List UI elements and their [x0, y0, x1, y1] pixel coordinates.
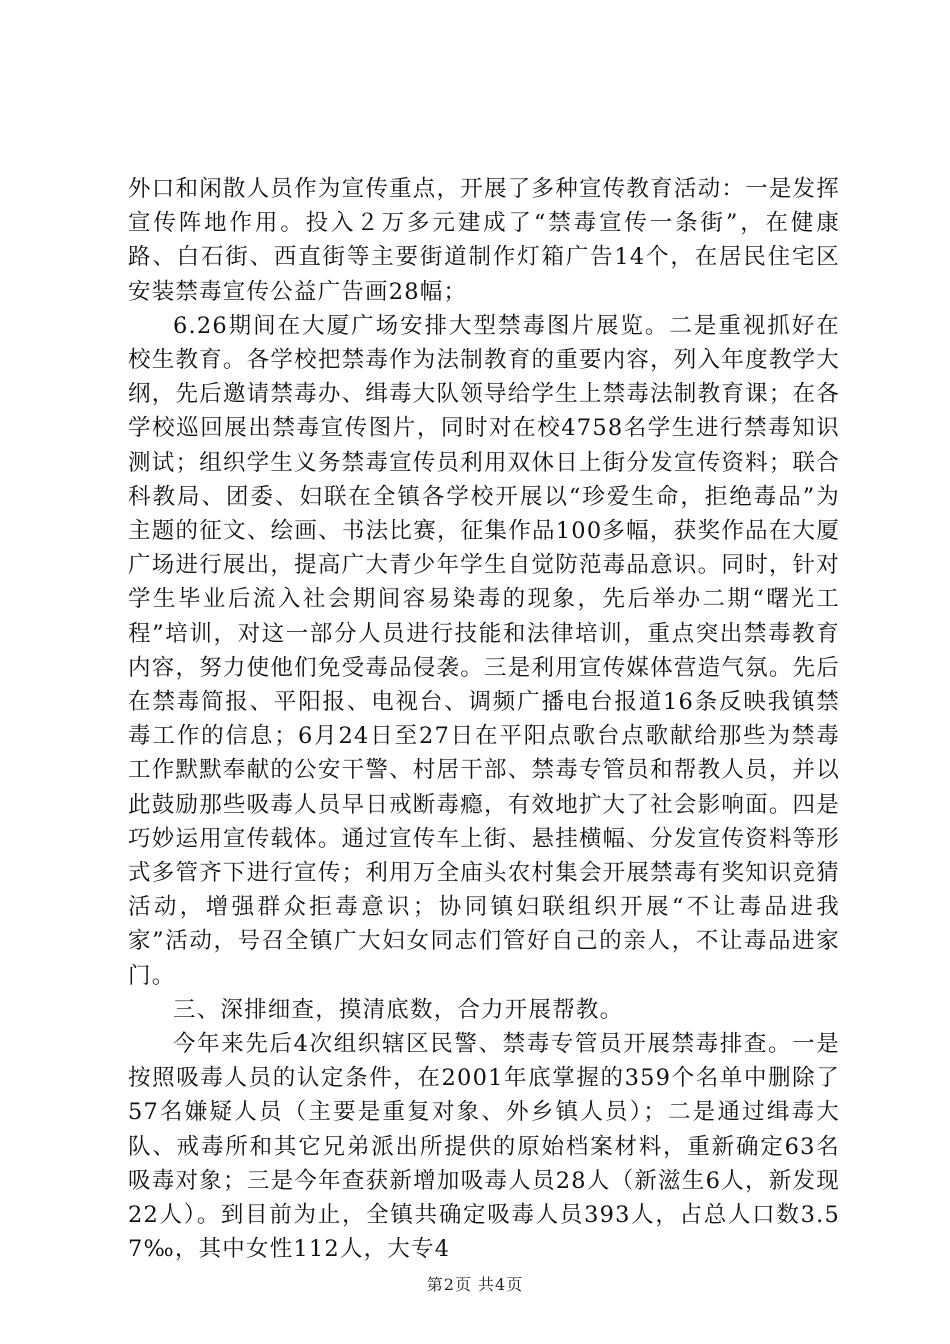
document-body: [128, 172, 840, 1267]
paragraph-4: 今年来先后4次组织辖区民警、禁毒专管员开展禁毒排查。一是按照吸毒人员的认定条件，在2001年底掌握的359个名单中删除了57名嫌疑人员（主要是重复对象、外乡镇人员）；二是通过缉毒大队、戒毒所和其它兄弟派出所提供的原始档案材料，重新确定63名吸毒对象；三是今年查获新增加吸毒人员28人（新滋生6人，新发现22人）。到目前为止，全镇共确定吸毒人员393人，占总人口数3.57‰，其中女性112人，大专4: [128, 1031, 840, 1263]
paragraph-2: 6.26期间在大厦广场安排大型禁毒图片展览。二是重视抓好在校生教育。各学校把禁毒作为法制教育的重要内容，列入年度教学大纲，先后邀请禁毒办、缉毒大队领导给学生上禁毒法制教育课；在各学校巡回展出禁毒宣传图片，同时对在校4758名学生进行禁毒知识测试；组织学生义务禁毒宣传员利用双休日上街分发宣传资料；联合科教局、团委、妇联在全镇各学校开展以“珍爱生命，拒绝毒品”为主题的征文、绘画、书法比赛，征集作品100多幅，获奖作品在大厦广场进行展出，提高广大青少年学生自觉防范毒品意识。同时，针对学生毕业后流入社会期间容易染毒的现象，先后举办二期“曙光工程”培训，对这一部分人员进行技能和法律培训，重点突出禁毒教育内容，努力使他们免受毒品侵袭。三是利用宣传媒体营造气氛。先后在禁毒简报、平阳报、电视台、调频广播电台报道16条反映我镇禁毒工作的信息；6月24日至27日在平阳点歌台点歌献给那些为禁毒工作默默奉献的公安干警、村居干部、禁毒专管员和帮教人员，并以此鼓励那些吸毒人员早日戒断毒瘾，有效地扩大了社会影响面。四是巧妙运用宣传载体。通过宣传车上街、悬挂横幅、分发宣传资料等形式多管齐下进行宣传；利用万全庙头农村集会开展禁毒有奖知识竞猜活动，增强群众拒毒意识；协同镇妇联组织开展“不让毒品进我家”活动，号召全镇广大妇女同志们管好自己的亲人，不让毒品进家门。: [128, 312, 840, 989]
section-heading-3: 三、深排细查，摸清底数，合力开展帮教。: [173, 996, 624, 1023]
page-number-footer: 第2页 共4页: [426, 1275, 524, 1294]
paragraph-1: 外口和闲散人员作为宣传重点，开展了多种宣传教育活动：一是发挥宣传阵地作用。投入２万多元建成了“禁毒宣传一条街”，在健康路、白石街、西直街等主要街道制作灯箱广告14个，在居民住宅区安装禁毒宣传公益广告画28幅；: [128, 176, 840, 305]
